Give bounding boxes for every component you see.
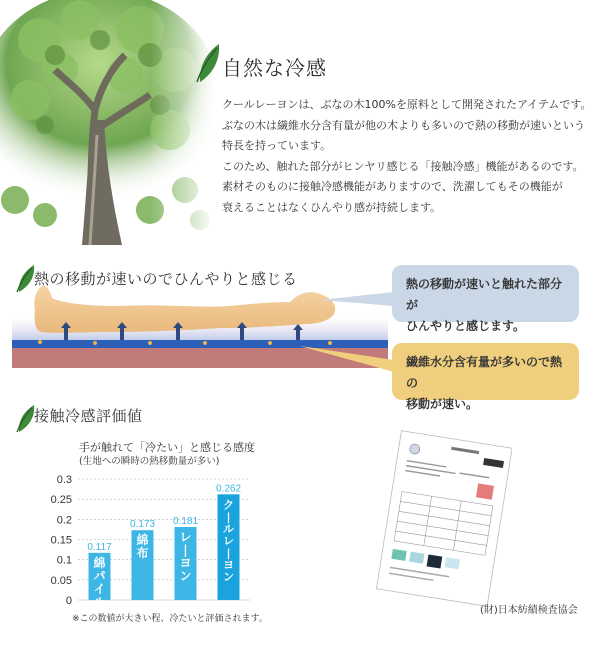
intro-line: 素材そのものに接触冷感機能がありますので、洗濯してもその機能が	[222, 180, 563, 193]
eval-section-title: 接触冷感評価値	[34, 407, 143, 425]
y-tick-label: 0.15	[50, 534, 72, 547]
y-tick-label: 0	[65, 595, 72, 607]
callout-line: ひんやりと感じます。	[406, 319, 526, 333]
bar-category-label: レ|ヨン	[179, 529, 192, 583]
leaf-icon	[195, 40, 223, 84]
y-tick-label: 0.2	[56, 514, 72, 527]
y-tick-label: 0.1	[56, 554, 72, 567]
bar-value-label: 0.117	[87, 541, 112, 553]
intro-line: ぶなの木は繊維水分含有量が他の木よりも多いので熱の移動が速いという	[222, 118, 585, 132]
chart-subtitle-note: (生地への瞬時の熱移動量が多い)	[79, 456, 220, 467]
bar-category-label: 綿パイル	[93, 555, 106, 609]
y-tick-label: 0.3	[56, 474, 72, 486]
moisture-callout	[392, 343, 579, 411]
page-title: 自然な冷感	[222, 56, 327, 80]
bar-category-label: 綿布	[136, 533, 149, 561]
bar-category-label: ク|ルレ|ヨン	[223, 498, 234, 584]
intro-line: 衰えることはなくひんやり感が持続します。	[222, 200, 442, 214]
callout-line: 移動が速い。	[406, 397, 479, 411]
chart-footnote: ※この数値が大きい程、冷たいと評価されます。	[72, 614, 268, 624]
bar-value-label: 0.173	[129, 519, 156, 531]
heat-section-title: 熱の移動が速いのでひんやりと感じる	[34, 270, 298, 288]
bar-value-label: 0.262	[215, 483, 242, 495]
contact-cooling-bar-chart	[0, 470, 280, 610]
callout-line: 繊維水分含有量が多いので熱の	[406, 355, 563, 390]
y-tick-label: 0.25	[50, 494, 72, 507]
intro-line: このため、触れた部分がヒンヤリ感じる「接触冷感」機能があるのです。	[222, 159, 584, 173]
y-tick-label: 0.05	[50, 574, 72, 587]
tree-photo	[0, 0, 215, 245]
bar-value-label: 0.181	[172, 515, 199, 527]
heat-transfer-callout	[392, 265, 579, 333]
intro-line: クールレーヨンは、ぶなの木100%を原料として開発されたアイテムです。	[222, 98, 592, 111]
certificate-caption: (財)日本紡績検査協会	[480, 605, 578, 616]
test-certificate-image	[370, 430, 512, 610]
intro-line: 特長を持っています。	[222, 139, 332, 152]
chart-subtitle: 手が触れて「冷たい」と感じる感度	[79, 441, 255, 454]
callout-line: 熱の移動が速いと触れた部分が	[406, 277, 563, 312]
intro-text	[222, 95, 594, 218]
